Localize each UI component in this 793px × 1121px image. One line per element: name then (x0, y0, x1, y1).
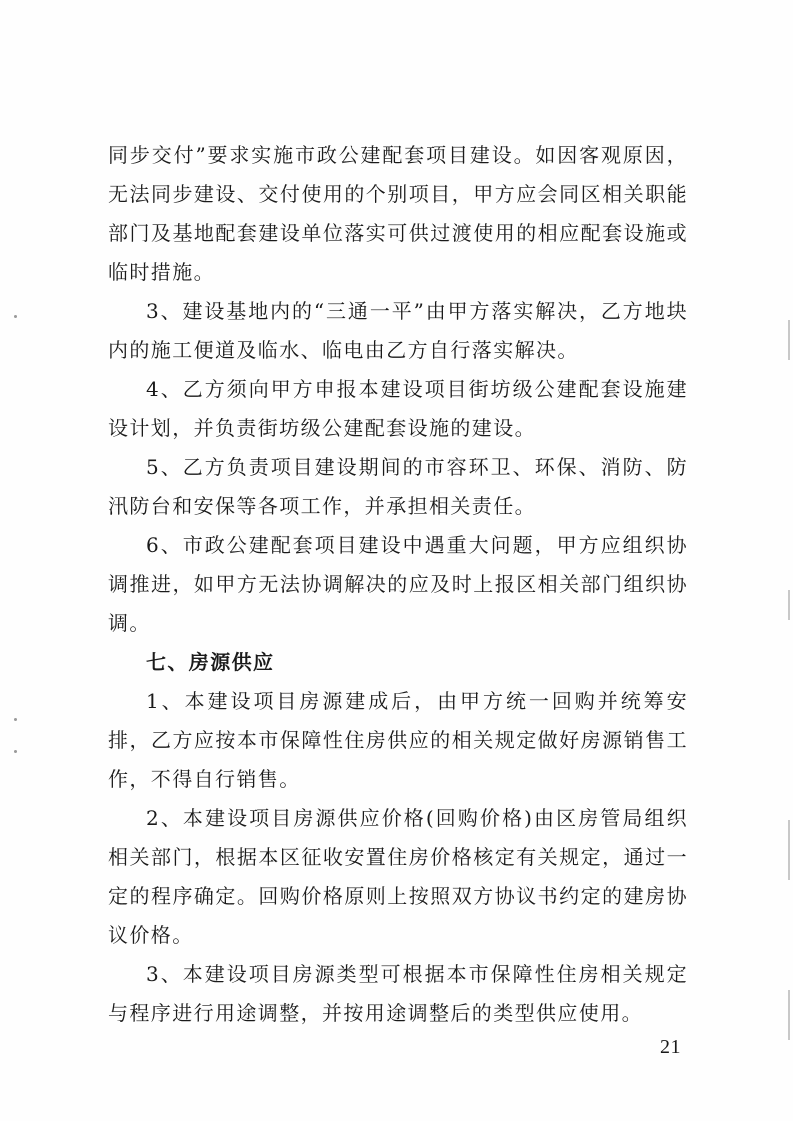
paragraph-item-5: 5、乙方负责项目建设期间的市容环卫、环保、消防、防汛防台和安保等各项工作，并承担相关责任。 (108, 455, 688, 518)
scan-margin-mark (14, 718, 17, 721)
scan-edge-mark (788, 590, 790, 620)
scan-margin-mark (14, 315, 17, 318)
paragraph-item-4: 4、乙方须向甲方申报本建设项目街坊级公建配套设施建设计划，并负责街坊级公建配套设施的建设。 (108, 377, 688, 440)
scan-edge-mark (788, 320, 790, 360)
scan-edge-mark (788, 990, 790, 1040)
body-text (108, 136, 688, 1033)
scan-edge-mark (788, 820, 790, 880)
section-paragraph-2: 2、本建设项目房源供应价格(回购价格)由区房管局组织相关部门，根据本区征收安置住房价格核定有关规定，通过一定的程序确定。回购价格原则上按照双方协议书约定的建房协议价格。 (108, 806, 688, 947)
paragraph-item-6: 6、市政公建配套项目建设中遇重大问题，甲方应组织协调推进，如甲方无法协调解决的应及时上报区相关部门组织协调。 (108, 533, 688, 635)
paragraph-item-3: 3、建设基地内的“三通一平”由甲方落实解决，乙方地块内的施工便道及临水、临电由乙方自行落实解决。 (108, 299, 688, 362)
section-paragraph-3: 3、本建设项目房源类型可根据本市保障性住房相关规定与程序进行用途调整，并按用途调整后的类型供应使用。 (108, 962, 688, 1025)
section-paragraph-1: 1、本建设项目房源建成后，由甲方统一回购并统筹安排，乙方应按本市保障性住房供应的相关规定做好房源销售工作，不得自行销售。 (108, 689, 688, 791)
scan-margin-mark (14, 750, 17, 753)
section-heading: 七、房源供应 (146, 650, 275, 674)
page-number: 21 (660, 1036, 681, 1058)
paragraph-continuation: 同步交付”要求实施市政公建配套项目建设。如因客观原因，无法同步建设、交付使用的个别项目，甲方应会同区相关职能部门及基地配套建设单位落实可供过渡使用的相应配套设施或临时措施。 (108, 143, 688, 284)
